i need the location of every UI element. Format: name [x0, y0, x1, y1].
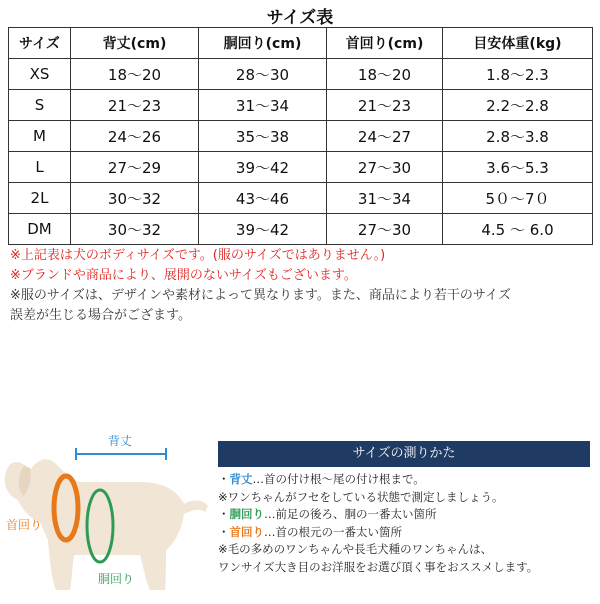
table-row	[9, 214, 593, 245]
measure-text-neck: …首の根元の一番太い箇所	[264, 524, 402, 539]
table-cell: S	[9, 90, 71, 121]
measure-line-note-size-up: ワンサイズ大き目のお洋服をお選び頂く事をおススメします。	[218, 559, 539, 574]
page-title: サイズ表	[266, 8, 334, 28]
table-cell: 39〜42	[199, 152, 327, 183]
table-cell: 43〜46	[199, 183, 327, 214]
measure-line-note-lying: ※ワンちゃんがフセをしている状態で測定しましょう。	[218, 489, 504, 504]
table-cell: 27〜30	[327, 214, 443, 245]
measure-key-girth: 胴回り	[229, 507, 264, 521]
table-cell: 30〜32	[71, 214, 199, 245]
table-row	[9, 90, 593, 121]
column-header-back-length: 背丈(cm)	[71, 28, 199, 59]
column-header-weight: 目安体重(kg)	[443, 28, 593, 59]
table-cell: 5０〜7０	[443, 183, 593, 214]
table-cell: 2.2〜2.8	[443, 90, 593, 121]
note-garment-variance-2: 誤差が生じる場合がござます。	[10, 308, 191, 323]
note-availability: ※ブランドや商品により、展開のないサイズもございます。	[10, 268, 357, 283]
table-header-row	[9, 28, 593, 59]
table-cell: M	[9, 121, 71, 152]
column-header-girth: 胴回り(cm)	[199, 28, 327, 59]
table-cell: 21〜23	[327, 90, 443, 121]
table-cell: 18〜20	[327, 59, 443, 90]
table-cell: 39〜42	[199, 214, 327, 245]
label-back-length: 背丈	[108, 434, 133, 448]
table-cell: 1.8〜2.3	[443, 59, 593, 90]
label-neck: 首回り	[6, 518, 43, 532]
table-cell: 21〜23	[71, 90, 199, 121]
table-cell: 2L	[9, 183, 71, 214]
table-cell: L	[9, 152, 71, 183]
size-table	[8, 27, 593, 245]
measure-key-back: 背丈	[229, 472, 253, 486]
measure-text-back: …首の付け根〜尾の付け根まで。	[252, 472, 425, 486]
column-header-neck: 首回り(cm)	[327, 28, 443, 59]
measure-lines	[218, 467, 590, 576]
column-header-size: サイズ	[9, 28, 71, 59]
table-cell: 31〜34	[199, 90, 327, 121]
measure-panel	[218, 441, 590, 576]
note-body-size: ※上記表は犬のボディサイズです。(服のサイズではありません。)	[10, 248, 386, 263]
table-cell: XS	[9, 59, 71, 90]
table-cell: DM	[9, 214, 71, 245]
table-cell: 28〜30	[199, 59, 327, 90]
measure-text-girth: …前足の後ろ、胴の一番太い箇所	[264, 507, 437, 521]
dog-measurement-diagram	[0, 430, 215, 600]
table-cell: 27〜29	[71, 152, 199, 183]
measure-header: サイズの測りかた	[218, 441, 590, 467]
table-cell: 2.8〜3.8	[443, 121, 593, 152]
table-row	[9, 59, 593, 90]
table-cell: 24〜26	[71, 121, 199, 152]
table-cell: 27〜30	[327, 152, 443, 183]
table-row	[9, 152, 593, 183]
label-girth: 胴回り	[98, 572, 135, 586]
table-row	[9, 121, 593, 152]
table-cell: 35〜38	[199, 121, 327, 152]
table-cell: 18〜20	[71, 59, 199, 90]
measure-line-note-fur: ※毛の多めのワンちゃんや長毛犬種のワンちゃんは、	[218, 542, 493, 556]
measure-key-neck: 首回り	[229, 524, 264, 539]
measure-line-girth: ・胴回り…前足の後ろ、胴の一番太い箇所	[218, 507, 437, 521]
note-garment-variance-1: ※服のサイズは、デザインや素材によって異なります。また、商品により若干のサイズ	[10, 288, 511, 303]
table-row	[9, 183, 593, 214]
table-cell: 24〜27	[327, 121, 443, 152]
measure-line-back: ・背丈…首の付け根〜尾の付け根まで。	[218, 472, 425, 486]
measure-line-neck: ・首回り…首の根元の一番太い箇所	[218, 524, 402, 539]
table-cell: 30〜32	[71, 183, 199, 214]
table-cell: 4.5 〜 6.0	[443, 214, 593, 245]
notes	[10, 246, 590, 326]
table-cell: 3.6〜5.3	[443, 152, 593, 183]
table-cell: 31〜34	[327, 183, 443, 214]
